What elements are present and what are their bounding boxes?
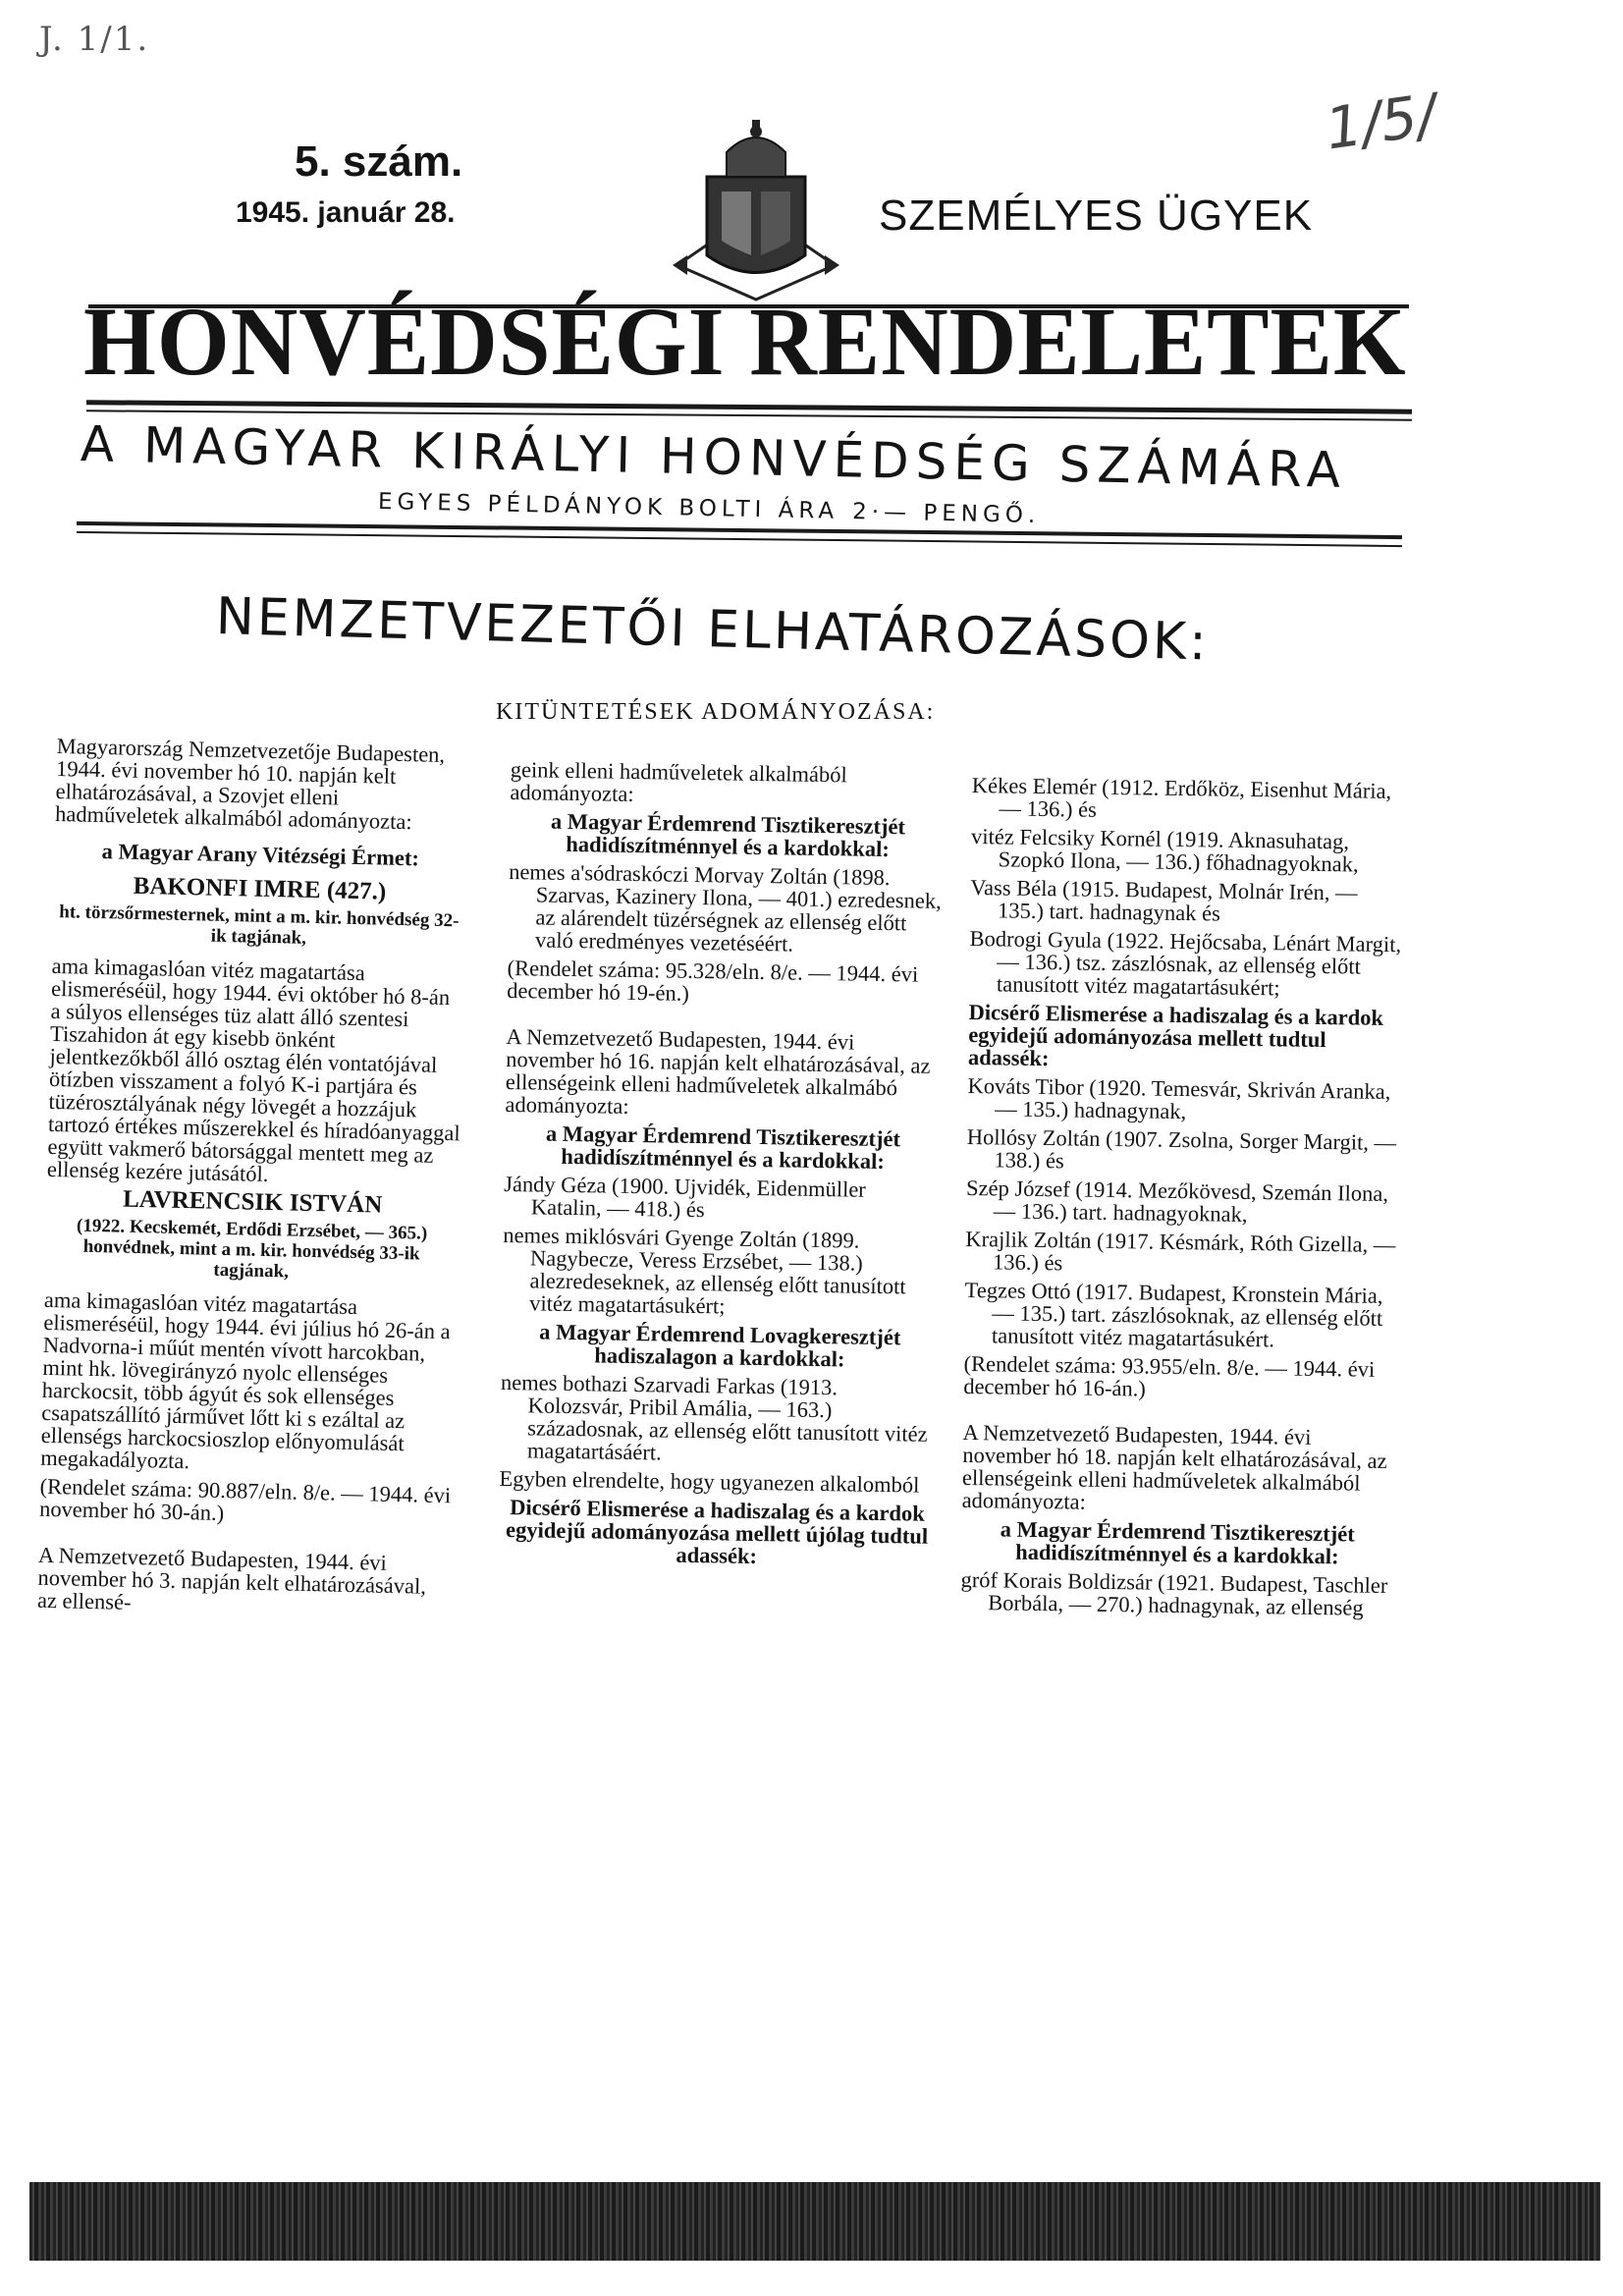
masthead-title: HONVÉDSÉGI RENDELETEK [83, 287, 1407, 396]
recipient-entry: Szép József (1914. Mezőkövesd, Szemán Ilona, — 136.) tart. hadnagyoknak, [965, 1175, 1389, 1227]
award-heading: a Magyar Érdemrend Tisztikeresztjét hadidíszítménnyel és a kardokkal: [545, 1121, 901, 1175]
column-middle [498, 758, 947, 1576]
award-heading: a Magyar Érdemrend Lovagkeresztjét hadiszalagon a kardokkal: [539, 1319, 901, 1372]
masthead-subtitle: A MAGYAR KIRÁLYI HONVÉDSÉG SZÁMÁRA [80, 415, 1348, 500]
recipient-entry: Tegzes Ottó (1917. Budapest, Kronstein Mária, — 135.) tart. zászlósoknak, az ellenség előtt tanusított vitéz magatartásukért. [964, 1277, 1383, 1352]
intro-paragraph: Magyarország Nemzetvezetője Budapesten, 1944. évi november hó 10. napján kelt elhatározásával, a Szovjet elleni hadműveletek alkalmából adományozta: [54, 734, 446, 835]
recipient-entry: vitéz Felcsiky Kornél (1919. Aknasuhatag, Szopkó Ilona, — 136.) főhadnagyoknak, [970, 823, 1359, 877]
award-heading: Dicsérő Elismerése a hadiszalag és a kardok egyidejű adományozása mellett újólag tudtul adassék: [505, 1495, 929, 1569]
award-heading: Dicsérő Elismerése a hadiszalag és a kardok egyidejű adományozása mellett tudtul adassék: [967, 999, 1384, 1071]
note-paragraph: Egyben elrendelte, hogy ugyanezen alkalomból [499, 1465, 920, 1498]
decree-reference: (Rendelet száma: 90.887/eln. 8/e. — 1944. évi november hó 30-án.) [38, 1473, 452, 1526]
divider [77, 521, 1402, 539]
column-right [960, 774, 1404, 1625]
price-value: 2·— PENGŐ. [851, 499, 1041, 529]
recipient-entry: Hollósy Zoltán (1907. Zsolna, Sorger Margit, — 138.) és [966, 1123, 1397, 1174]
intro-paragraph: A Nemzetvezető Budapesten, 1944. évi november hó 16. napján kelt elhatározásával, az ellenségeink elleni hadműveletek alkalmábó adományozta: [505, 1023, 931, 1119]
price-label: EGYES PÉLDÁNYOK BOLTI ÁRA [377, 489, 839, 524]
margin-note: J. 1/1. [39, 20, 150, 59]
intro-paragraph: A Nemzetvezető Budapesten, 1944. évi november hó 18. napján kelt elhatározásával, az ellenségeink elleni hadműveletek alkalmából adományozta: [961, 1419, 1387, 1514]
handwritten-mark: 1/5/ [1321, 81, 1441, 163]
column-left [37, 735, 469, 1626]
continuation-paragraph: geink elleni hadműveletek alkalmából adományozta: [510, 757, 847, 806]
recipient-entry: nemes a'sódraskóczi Morvay Zoltán (1898. Szarvas, Kazinery Ilona, — 401.) ezredesnek, az alárendelt tüzérségnek az ellenség előtt való eredményes vezetéséért. [508, 858, 942, 957]
price-line [378, 489, 1041, 528]
subheadline: KITÜNTETÉSEK ADOMÁNYOZÁSA: [496, 699, 936, 725]
recipient-entry: gróf Korais Boldizsár (1921. Budapest, Taschler Borbála, — 270.) hadnagynak, az ellenség [960, 1566, 1388, 1620]
recipient-entry: Kováts Tibor (1920. Temesvár, Skriván Aranka, — 135.) hadnagynak, [967, 1072, 1391, 1124]
coat-of-arms-icon [668, 118, 844, 304]
award-heading: a Magyar Érdemrend Tisztikeresztjét hadidíszítménnyel és a kardokkal: [550, 808, 906, 862]
award-heading: a Magyar Arany Vitézségi Érmet: [101, 839, 420, 871]
section-title: SZEMÉLYES ÜGYEK [879, 191, 1314, 240]
recipient-rank: (1922. Kecskemét, Erdődi Erzsébet, — 365.) honvédnek, mint a m. kir. honvédség 33-ik tagjának, [76, 1215, 428, 1283]
recipient-entry: nemes bothazi Szarvadi Farkas (1913. Kolozsvár, Pribil Amália, — 163.) századosnak, az ellenség előtt tanusított vitéz magatartásáért. [500, 1369, 928, 1465]
recipient-name: BAKONFI IMRE (427.) [133, 872, 387, 905]
recipient-entry: Kékes Elemér (1912. Erdőköz, Eisenhut Mária, — 136.) és [971, 773, 1392, 822]
recipient-rank: ht. törzsőrmesternek, mint a m. kir. honvédség 32-ik tagjának, [59, 902, 460, 949]
decree-reference: (Rendelet száma: 93.955/eln. 8/e. — 1944. évi december hó 16-án.) [963, 1350, 1376, 1401]
citation-paragraph: ama kimagaslóan vitéz magatartása elismeréséül, hogy 1944. évi október hó 8-án a súlyos ellenséges tüz alatt álló szentesi Tiszahidon át egy kisebb önként jelentkezőkből álló osztag élén vontatójával ötízben visszament a folyó K-i partjára és tüzérosztályának négy lövegét a hozzájuk tartozó értékes műszerekkel és híradóanyaggal együtt vakmerő bátorsággal mentett meg az ellenség kezére jutásától. [46, 953, 460, 1186]
recipient-entry: Krajlik Zoltán (1917. Késmárk, Róth Gizella, — 136.) és [965, 1226, 1396, 1276]
headline: NEMZETVEZETŐI ELHATÁROZÁSOK: [215, 587, 1211, 673]
intro-paragraph: A Nemzetvezető Budapesten, 1944. évi november hó 3. napján kelt elhatározásával, az ellensé- [36, 1542, 427, 1614]
recipient-entry: Vass Béla (1915. Budapest, Molnár Irén, — 135.) tart. hadnagynak és [970, 874, 1358, 926]
issue-date: 1945. január 28. [236, 196, 456, 229]
recipient-entry: nemes miklósvári Gyenge Zoltán (1899. Nagybecze, Veress Erzsébet, — 138.) alezredeseknek, az ellenség előtt tanusított vitéz magatartásukért; [503, 1222, 906, 1319]
recipient-name: LAVRENCSIK ISTVÁN [122, 1185, 383, 1219]
award-heading: a Magyar Érdemrend Tisztikeresztjét hadidíszítménnyel és a kardokkal: [1000, 1516, 1355, 1569]
scan-edge-strip [29, 2182, 1600, 2261]
decree-reference: (Rendelet száma: 95.328/eln. 8/e. — 1944. évi december hó 19-én.) [507, 955, 919, 1006]
issue-number: 5. szám. [295, 137, 463, 186]
citation-paragraph: ama kimagaslóan vitéz magatartása elismeréséül, hogy 1944. évi július hó 26-án a Nadvorna-i műút mentén vívott harcokban, mint hk. lövegirányzó nyolc ellenséges harckocsit, több ágyút és sok ellenséges csapatszállító járművet lőtt ki s ezáltal az ellenségs harckocsioszlop előnyomulását megakadályozta. [40, 1286, 451, 1474]
recipient-entry: Bodrogi Gyula (1922. Hejőcsaba, Lénárt Margit, — 136.) tsz. zászlósnak, az ellenség előtt tanusított vitéz magatartásukért; [969, 925, 1402, 1001]
recipient-entry: Jándy Géza (1900. Ujvidék, Eidenmüller Katalin, — 418.) és [503, 1171, 866, 1223]
